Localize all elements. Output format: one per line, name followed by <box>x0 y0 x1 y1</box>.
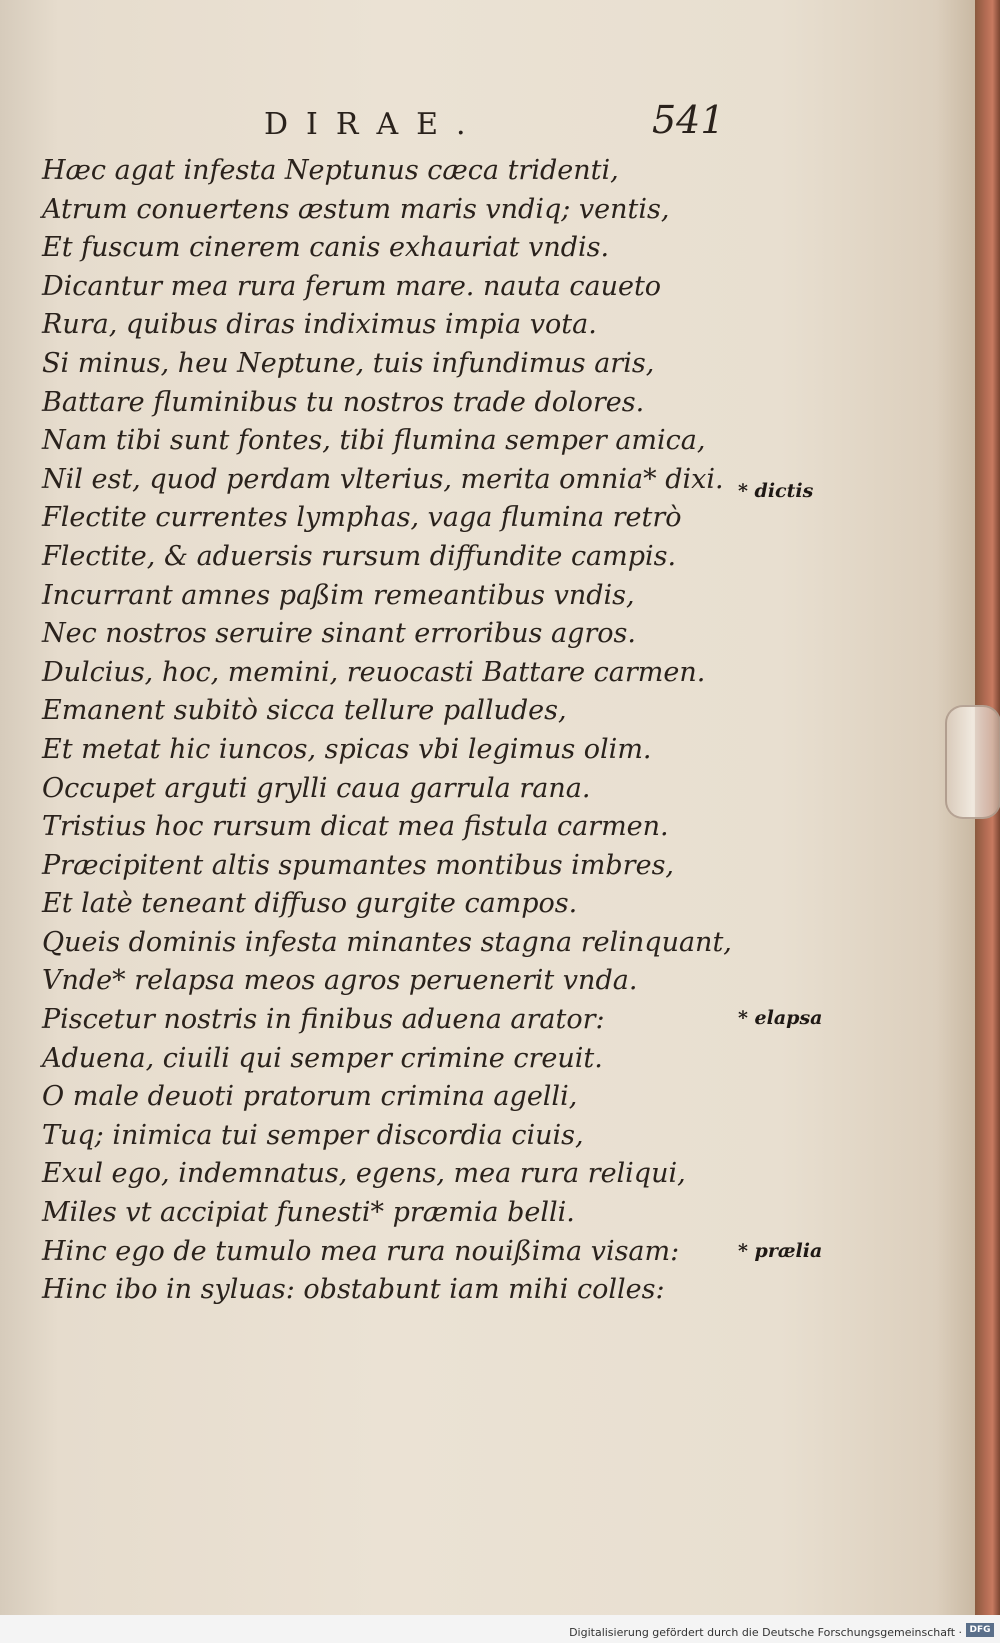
verse-line: Atrum conuertens æstum maris vndiq; ventis, <box>42 193 670 225</box>
page-number: 541 <box>652 98 725 142</box>
verse-line: Queis dominis infesta minantes stagna relinquant, <box>42 926 732 958</box>
verse-line: Si minus, heu Neptune, tuis infundimus aris, <box>42 347 655 379</box>
verse-line: Piscetur nostris in finibus aduena arator: <box>42 1004 605 1036</box>
running-head: DIRAE. <box>264 107 484 142</box>
verse-line: Hinc ibo in syluas: obstabunt iam mihi colles: <box>42 1274 665 1306</box>
verse-line: Dicantur mea rura ferum mare. nauta caueto <box>42 270 662 302</box>
verse-line: Rura, quibus diras indiximus impia vota. <box>42 309 597 341</box>
credit-text: Digitalisierung gefördert durch die Deutsche Forschungsgemeinschaft · <box>569 1626 962 1639</box>
marginal-note: * elapsa <box>738 1007 823 1029</box>
verse-line: Miles vt accipiat funesti* præmia belli. <box>42 1197 575 1229</box>
verse-line: Vnde* relapsa meos agros peruenerit vnda. <box>42 965 638 997</box>
verse-line: O male deuoti pratorum crimina agelli, <box>42 1081 578 1113</box>
dfg-logo: DFG <box>966 1623 994 1637</box>
verse-line: Nil est, quod perdam vlterius, merita omnia* dixi. <box>42 463 724 495</box>
verse-line: Dulcius, hoc, memini, reuocasti Battare carmen. <box>42 656 706 688</box>
verse-line: Tuq; inimica tui semper discordia ciuis, <box>42 1119 584 1151</box>
verse-line: Hinc ego de tumulo mea rura nouißima visam: <box>42 1235 680 1267</box>
verse-line: Nam tibi sunt fontes, tibi flumina semper amica, <box>42 425 706 457</box>
verse-line: Emanent subitò sicca tellure palludes, <box>42 695 567 727</box>
bookmark-clip <box>945 705 1000 819</box>
verse-line: Exul ego, indemnatus, egens, mea rura reliqui, <box>42 1158 686 1190</box>
verse-line: Et latè teneant diffuso gurgite campos. <box>42 888 578 920</box>
marginal-note: * prælia <box>738 1240 823 1262</box>
verse-line: Tristius hoc rursum dicat mea fistula carmen. <box>42 811 669 843</box>
verse-line: Et metat hic iuncos, spicas vbi legimus olim. <box>42 733 652 765</box>
verse-line: Flectite, & aduersis rursum diffundite campis. <box>42 540 677 572</box>
verse-line: Battare fluminibus tu nostros trade dolores. <box>42 386 645 418</box>
verse-line: Et fuscum cinerem canis exhauriat vndis. <box>42 232 610 264</box>
verse-line: Occupet arguti grylli caua garrula rana. <box>42 772 591 804</box>
verse-line: Hæc agat infesta Neptunus cæca tridenti, <box>42 155 619 186</box>
verse-line: Flectite currentes lymphas, vaga flumina retrò <box>42 502 682 534</box>
verse-line: Præcipitent altis spumantes montibus imbres, <box>42 849 675 881</box>
verse-line: Nec nostros seruire sinant erroribus agros. <box>42 618 636 650</box>
verse-block <box>42 152 742 1310</box>
verse-line: Aduena, ciuili qui semper crimine creuit. <box>42 1042 603 1074</box>
marginal-note: * dictis <box>738 480 814 502</box>
verse-line: Incurrant amnes paßim remeantibus vndis, <box>42 579 635 611</box>
